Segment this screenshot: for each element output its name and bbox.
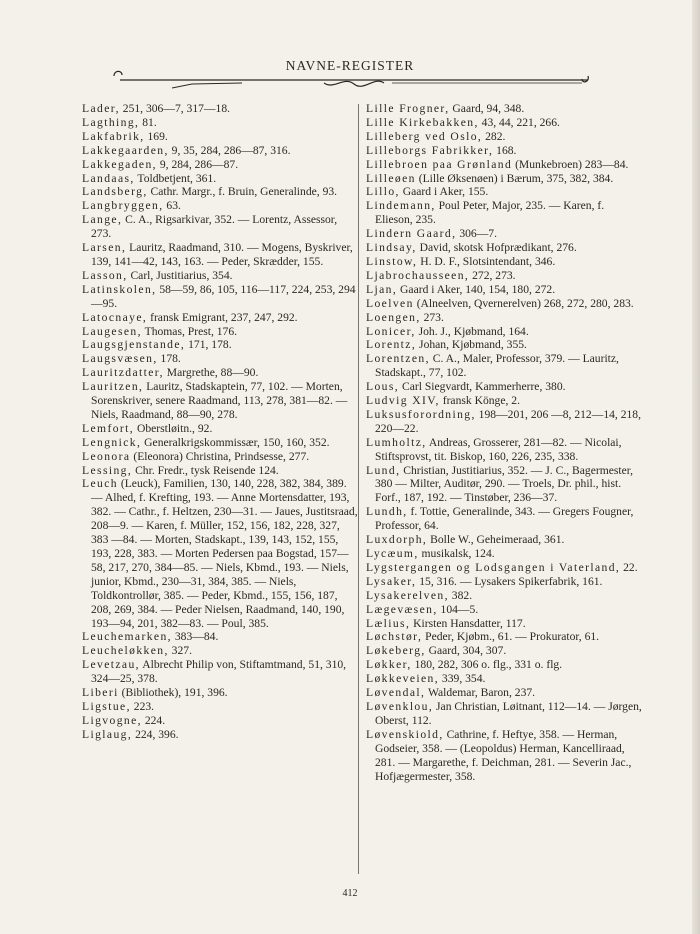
index-entry bbox=[82, 477, 360, 630]
index-entry bbox=[82, 241, 360, 269]
entry-text: (Alneelven, Qvernerelven) 268, 272, 280, 283. bbox=[413, 296, 634, 310]
entry-text: 306—7. bbox=[456, 227, 497, 241]
index-entry bbox=[82, 686, 360, 700]
entry-head: Lumholtz, bbox=[366, 435, 427, 449]
entry-text: 224. bbox=[141, 713, 166, 727]
entry-text: Bolle W., Geheimeraad, 361. bbox=[427, 533, 565, 547]
entry-head: Lilleborgs Fabrikker, bbox=[366, 143, 494, 157]
entry-head: Lakfabrik, bbox=[82, 129, 145, 143]
entry-text: Peder, Kjøbm., 61. — Prokurator, 61. bbox=[422, 630, 600, 644]
index-entry bbox=[366, 185, 644, 199]
entry-head: Lange, bbox=[82, 213, 123, 227]
entry-text: 272, 273. bbox=[469, 268, 516, 282]
index-entry bbox=[366, 352, 644, 380]
index-entry bbox=[366, 589, 644, 603]
entry-text: Gaard, 304, 307. bbox=[425, 644, 507, 658]
index-entry bbox=[366, 603, 644, 617]
entry-text: (Lille Øksenøen) i Bærum, 375, 382, 384. bbox=[415, 171, 614, 185]
entry-text: Cathr. Margr., f. Bruin, Generalinde, 93. bbox=[147, 185, 338, 199]
entry-text: 63. bbox=[163, 199, 181, 213]
index-entry bbox=[82, 185, 360, 199]
entry-head: Leucheløkken, bbox=[82, 644, 169, 658]
entry-head: Løkker, bbox=[366, 658, 412, 672]
entry-head: Leonora bbox=[82, 449, 131, 463]
index-entry bbox=[82, 213, 360, 241]
entry-text: 282. bbox=[482, 129, 506, 143]
entry-head: Ligvogne, bbox=[82, 713, 142, 727]
index-entry bbox=[82, 172, 360, 186]
index-entry bbox=[366, 325, 644, 339]
entry-head: Lagthing, bbox=[82, 115, 140, 129]
index-entry bbox=[366, 658, 644, 672]
entry-head: Lille Kirkebakken, bbox=[366, 115, 479, 129]
entry-text: 104—5. bbox=[437, 602, 479, 616]
entry-head: Løkkeveien, bbox=[366, 672, 440, 686]
index-entry bbox=[82, 436, 360, 450]
entry-head: Luxdorph, bbox=[366, 533, 428, 547]
index-entry bbox=[366, 728, 644, 784]
entry-text: 178. bbox=[157, 352, 181, 366]
index-entry bbox=[82, 199, 360, 213]
index-entry bbox=[366, 144, 644, 158]
entry-head: Leuchemarken, bbox=[82, 630, 172, 644]
entry-text: Poul Peter, Major, 235. — Karen, f. Elieson, 235. bbox=[375, 199, 605, 227]
entry-head: Løchstør, bbox=[366, 630, 423, 644]
entry-text: 58—59, 86, 105, 116—117, 224, 253, 294—95. bbox=[91, 282, 356, 310]
index-entry bbox=[366, 338, 644, 352]
entry-text: Joh. J., Kjøbmand, 164. bbox=[415, 324, 529, 338]
entry-head: Luksusforordning, bbox=[366, 407, 476, 421]
entry-head: Lælius, bbox=[366, 616, 411, 630]
index-entry bbox=[82, 158, 360, 172]
entry-text: Gaard i Aker, 140, 154, 180, 272. bbox=[397, 282, 556, 296]
entry-head: Løvendal, bbox=[366, 686, 426, 700]
entry-text: 180, 282, 306 o. flg., 331 o. flg. bbox=[411, 658, 563, 672]
entry-head: Liberi bbox=[82, 686, 119, 700]
entry-text: Waldemar, Baron, 237. bbox=[425, 686, 536, 700]
entry-text: 43, 44, 221, 266. bbox=[478, 115, 560, 129]
index-entry bbox=[82, 422, 360, 436]
entry-text: C. A., Maler, Professor, 379. — Lauritz, Stadskapt., 77, 102. bbox=[375, 352, 619, 380]
entry-head: Landaas, bbox=[82, 171, 135, 185]
entry-head: Lilleøen bbox=[366, 171, 416, 185]
index-entry bbox=[82, 464, 360, 478]
index-entry bbox=[82, 102, 360, 116]
entry-text: musikalsk, 124. bbox=[418, 547, 495, 560]
column-divider bbox=[358, 104, 359, 874]
entry-head: Laugsgjenstande, bbox=[82, 338, 186, 352]
entry-head: Lasson, bbox=[82, 268, 128, 282]
entry-text: 169. bbox=[144, 129, 168, 143]
index-entry bbox=[366, 241, 644, 255]
index-column-right bbox=[366, 102, 644, 783]
entry-text: 198—201, 206 —8, 212—14, 218, 220—22. bbox=[375, 407, 641, 435]
entry-head: Løvenskiold, bbox=[366, 727, 444, 741]
entry-text: Andreas, Grosserer, 281—82. — Nicolai, Stiftsprovst, tit. Biskop, 160, 226, 235, 338. bbox=[375, 435, 622, 463]
entry-head: Landsberg, bbox=[82, 185, 148, 199]
entry-head: Linstow, bbox=[366, 254, 418, 268]
entry-text: Margrethe, 88—90. bbox=[163, 366, 259, 380]
entry-text: Carl Siegvardt, Kammerherre, 380. bbox=[399, 380, 566, 394]
entry-text: 223. bbox=[130, 699, 155, 713]
index-entry bbox=[82, 450, 360, 464]
index-entry bbox=[366, 199, 644, 227]
entry-head: Latinskolen, bbox=[82, 282, 157, 296]
index-entry bbox=[82, 380, 360, 422]
index-entry bbox=[366, 575, 644, 589]
index-entry bbox=[366, 116, 644, 130]
entry-head: Lakkegaden, bbox=[82, 157, 157, 171]
index-entry bbox=[366, 672, 644, 686]
entry-text: 171, 178. bbox=[185, 338, 232, 352]
entry-head: Ljan, bbox=[366, 282, 398, 296]
entry-text: Gaard, 94, 348. bbox=[449, 102, 525, 115]
entry-text: C. A., Rigsarkivar, 352. — Lorentz, Assessor, 273. bbox=[91, 213, 338, 241]
entry-text: 327. bbox=[168, 644, 192, 658]
entry-head: Lengnick, bbox=[82, 435, 142, 449]
entry-head: Lysaker, bbox=[366, 574, 417, 588]
index-entry bbox=[82, 311, 360, 325]
index-entry bbox=[366, 269, 644, 283]
index-entry bbox=[366, 297, 644, 311]
index-entry bbox=[82, 728, 360, 742]
index-entry bbox=[82, 366, 360, 380]
entry-head: Loelven bbox=[366, 296, 414, 310]
entry-head: Ljabrochausseen, bbox=[366, 268, 470, 282]
entry-text: 273. bbox=[420, 310, 444, 324]
entry-head: Ludvig XIV, bbox=[366, 394, 440, 408]
entry-text: Toldbetjent, 361. bbox=[134, 171, 217, 185]
index-entry bbox=[366, 533, 644, 547]
header-ornament bbox=[112, 66, 596, 92]
entry-text: Oberstløitn., 92. bbox=[134, 421, 213, 435]
entry-head: Lund, bbox=[366, 463, 401, 477]
entry-text: Christian, Justitiarius, 352. — J. C., Bagermester, 380 — Milter, Auditør, 290. — Troels, Dr. phil., hist. Forf., 187, 192. — Tinstøber, 236—37. bbox=[375, 463, 634, 505]
entry-head: Langbryggen, bbox=[82, 199, 164, 213]
index-entry bbox=[82, 144, 360, 158]
entry-head: Lycæum, bbox=[366, 547, 419, 560]
index-entry bbox=[82, 714, 360, 728]
entry-text: 224, 396. bbox=[132, 727, 179, 741]
entry-head: Lysakerelven, bbox=[366, 588, 449, 602]
entry-text: fransk Könge, 2. bbox=[439, 394, 520, 408]
index-entry bbox=[366, 630, 644, 644]
index-entry bbox=[366, 227, 644, 241]
entry-text: 15, 316. — Lysakers Spikerfabrik, 161. bbox=[416, 574, 603, 588]
entry-head: Ligstue, bbox=[82, 699, 131, 713]
entry-head: Lous, bbox=[366, 380, 400, 394]
entry-head: Laugesen, bbox=[82, 324, 142, 338]
index-entry bbox=[82, 658, 360, 686]
entry-head: Lygstergangen og Lodsgangen i Vaterland, bbox=[366, 560, 621, 574]
entry-head: Liglaug, bbox=[82, 727, 133, 741]
index-entry bbox=[366, 644, 644, 658]
index-entry bbox=[366, 283, 644, 297]
index-entry bbox=[366, 436, 644, 464]
entry-head: Larsen, bbox=[82, 241, 127, 255]
entry-head: Leuch bbox=[82, 477, 118, 491]
index-entry bbox=[82, 630, 360, 644]
entry-head: Lemfort, bbox=[82, 421, 135, 435]
index-entry bbox=[82, 325, 360, 339]
entry-head: Lader, bbox=[82, 102, 120, 115]
entry-head: Lilleberg ved Oslo, bbox=[366, 129, 483, 143]
entry-text: fransk Emigrant, 237, 247, 292. bbox=[147, 310, 298, 324]
entry-head: Lille Frogner, bbox=[366, 102, 450, 115]
entry-head: Loengen, bbox=[366, 310, 421, 324]
entry-head: Løkeberg, bbox=[366, 644, 426, 658]
index-entry bbox=[366, 380, 644, 394]
index-entry bbox=[82, 700, 360, 714]
index-entry bbox=[366, 505, 644, 533]
entry-text: Generalkrigskommissær, 150, 160, 352. bbox=[141, 435, 330, 449]
index-entry bbox=[366, 547, 644, 561]
index-entry bbox=[366, 172, 644, 186]
entry-text: 383—84. bbox=[171, 630, 219, 644]
entry-text: (Munkebroen) 283—84. bbox=[512, 157, 629, 171]
entry-text: Lauritz, Stadskaptein, 77, 102. — Morten, Sorenskriver, senere Raadmand, 113, 278, 381—82. — Niels, Raadmand, 88—90, 278. bbox=[91, 380, 348, 421]
entry-head: Lindern Gaard, bbox=[366, 227, 457, 241]
index-entry bbox=[82, 644, 360, 658]
entry-text: Lauritz, Raadmand, 310. — Mogens, Byskriver, 139, 141—42, 143, 163. — Peder, Skrædder, 155. bbox=[91, 241, 353, 268]
index-entry bbox=[366, 130, 644, 144]
index-entry bbox=[366, 686, 644, 700]
index-entry bbox=[82, 116, 360, 130]
entry-text: Jan Christian, Løitnant, 112—14. — Jørgen, Oberst, 112. bbox=[375, 699, 642, 727]
index-entry bbox=[366, 617, 644, 631]
index-entry bbox=[82, 269, 360, 283]
entry-head: Lessing, bbox=[82, 463, 133, 477]
index-entry bbox=[82, 352, 360, 366]
index-entry bbox=[366, 255, 644, 269]
index-entry bbox=[366, 700, 644, 728]
entry-text: Carl, Justitiarius, 354. bbox=[127, 268, 233, 282]
index-entry bbox=[366, 102, 644, 116]
index-entry bbox=[82, 338, 360, 352]
index-entry bbox=[366, 464, 644, 506]
entry-head: Lauritzdatter, bbox=[82, 366, 164, 380]
entry-head: Lindemann, bbox=[366, 199, 436, 213]
index-entry bbox=[82, 283, 360, 311]
index-entry bbox=[366, 561, 644, 575]
index-entry bbox=[366, 394, 644, 408]
entry-head: Lauritzen, bbox=[82, 380, 144, 394]
entry-text: 22. bbox=[620, 560, 638, 574]
entry-head: Lindsay, bbox=[366, 241, 417, 255]
index-entry bbox=[366, 158, 644, 172]
entry-head: Løvenklou, bbox=[366, 699, 434, 713]
entry-text: Thomas, Prest, 176. bbox=[141, 324, 238, 338]
entry-text: Chr. Fredr., tysk Reisende 124. bbox=[132, 463, 279, 477]
page-number: 412 bbox=[342, 888, 358, 899]
entry-head: Lillebroen paa Grønland bbox=[366, 157, 513, 171]
entry-head: Lorentzen, bbox=[366, 352, 430, 366]
index-entry bbox=[366, 408, 644, 436]
entry-head: Lægevæsen, bbox=[366, 602, 438, 616]
entry-head: Lundh, bbox=[366, 505, 408, 519]
entry-head: Laugsvæsen, bbox=[82, 352, 158, 366]
entry-text: 382. bbox=[448, 588, 473, 602]
entry-text: David, skotsk Hofprædikant, 276. bbox=[416, 241, 577, 255]
entry-text: 9, 284, 286—87. bbox=[156, 157, 239, 171]
entry-head: Lonicer, bbox=[366, 324, 416, 338]
entry-text: (Eleonora) Christina, Prindsesse, 277. bbox=[130, 449, 310, 463]
page-edge bbox=[692, 0, 700, 934]
entry-text: 251, 306—7, 317—18. bbox=[119, 102, 231, 115]
entry-text: 9, 35, 284, 286—87, 316. bbox=[168, 143, 291, 157]
entry-text: (Leuck), Familien, 130, 140, 228, 382, 384, 389. — Alhed, f. Krefting, 193. — Anne Mortensdatter, 193, 382. — Cathr., f. Heltzen, 230—31. — Jaues, Justitsraad, 208—9. — Karen, f. Müller, 152, 156, 182, 228, 327, 383 —84. — Morten, Stadskapt., 139, 143, 152, 155, 193, 228, 383. — Morten Pedersen paa Bogstad, 157—58, 217, 270, 384—85. — Niels, Kbmd., 193. — Niels, junior, Kbmd., 230—31, 384, 385. — Niels, Toldkontrollør, 385. — Peder, Kbmd., 155, 156, 187, 208, 269, 384. — Peder Nielsen, Raadmand, 140, 190, 193—94, 201, 382—83. — Poul, 385. bbox=[91, 477, 358, 630]
entry-head: Lorentz, bbox=[366, 338, 417, 352]
index-column-left bbox=[82, 102, 360, 742]
entry-text: Albrecht Philip von, Stiftamtmand, 51, 310, 324—25, 378. bbox=[91, 658, 347, 686]
page-title: NAVNE-REGISTER bbox=[285, 58, 415, 73]
entry-text: f. Tottie, Generalinde, 343. — Gregers Fougner, Professor, 64. bbox=[375, 505, 634, 533]
entry-text: Gaard i Aker, 155. bbox=[399, 185, 489, 199]
index-entry bbox=[366, 311, 644, 325]
entry-text: (Bibliothek), 191, 396. bbox=[118, 686, 228, 700]
entry-text: Kirsten Hansdatter, 117. bbox=[410, 616, 526, 630]
entry-text: Cathrine, f. Heftye, 358. — Herman, Godseier, 358. — (Leopoldus) Herman, Kancelliraad, 281. — Margarethe, f. Deichman, 281. — Severin Jac., Hofjægermester, 358. bbox=[375, 727, 632, 783]
entry-text: H. D. F., Slotsintendant, 346. bbox=[417, 254, 556, 268]
index-entry bbox=[82, 130, 360, 144]
entry-head: Lillo, bbox=[366, 185, 400, 199]
entry-text: 168. bbox=[493, 143, 517, 157]
entry-text: 81. bbox=[139, 115, 157, 129]
entry-head: Lakkegaarden, bbox=[82, 143, 169, 157]
entry-text: 339, 354. bbox=[439, 672, 486, 686]
entry-head: Latocnaye, bbox=[82, 310, 148, 324]
entry-head: Levetzau, bbox=[82, 658, 140, 672]
entry-text: Johan, Kjøbmand, 355. bbox=[416, 338, 527, 352]
